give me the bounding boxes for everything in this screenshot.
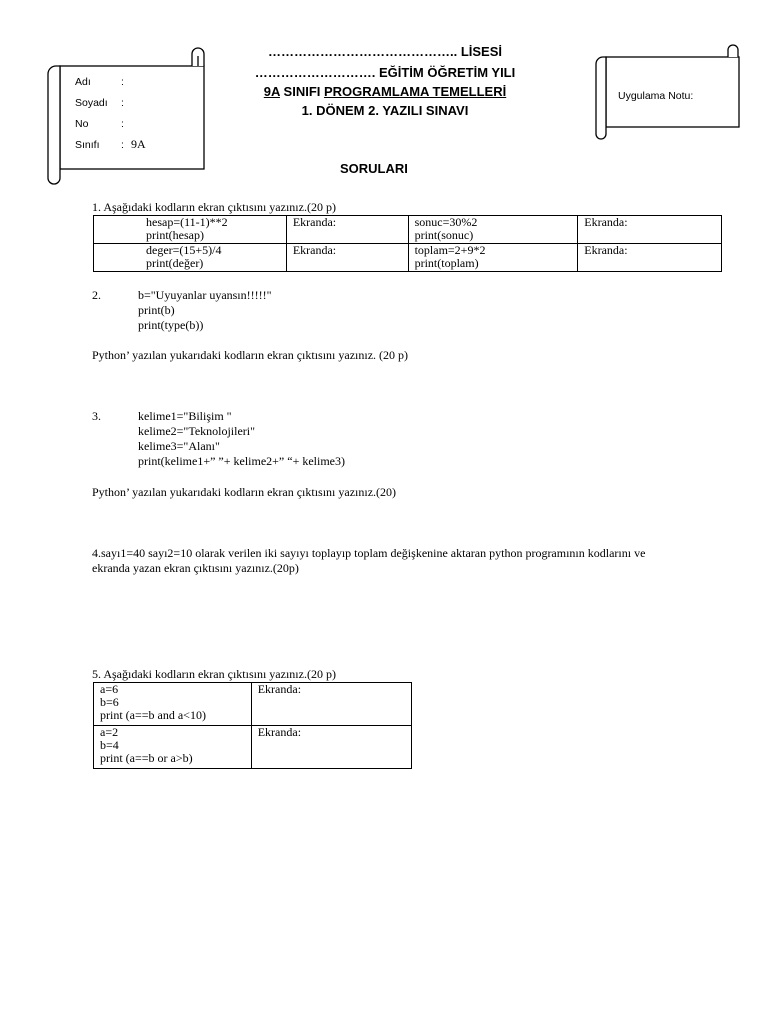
number-label: No bbox=[75, 118, 89, 130]
q1-r2-out1: Ekranda: bbox=[286, 244, 408, 272]
q1-r1-code1: hesap=(11-1)**2 print(hesap) bbox=[94, 216, 287, 244]
q1-r1-out1: Ekranda: bbox=[286, 216, 408, 244]
q5-r2-out: Ekranda: bbox=[251, 726, 411, 769]
class-colon: : bbox=[121, 139, 124, 151]
class-value: 9A bbox=[131, 137, 146, 151]
surname-colon: : bbox=[121, 97, 124, 109]
q5-r1-out: Ekranda: bbox=[251, 683, 411, 726]
name-label: Adı bbox=[75, 76, 91, 88]
q1-prompt: 1. Aşağıdaki kodların ekran çıktısını yazınız.(20 p) bbox=[92, 200, 336, 214]
q5-r1-code: a=6 b=6 print (a==b and a<10) bbox=[94, 683, 252, 726]
q1-r2-code2: toplam=2+9*2 print(toplam) bbox=[408, 244, 578, 272]
q1-r1-code2: sonuc=30%2 print(sonuc) bbox=[408, 216, 578, 244]
academic-year: ………………………. EĞİTİM ÖĞRETİM YILI bbox=[254, 65, 516, 80]
school-name: …………………………………….. LİSESİ bbox=[267, 44, 502, 59]
number-colon: : bbox=[121, 118, 124, 130]
q1-table bbox=[93, 215, 722, 272]
q3-code: kelime1="Bilişim " kelime2="Teknolojileri" kelime3="Alanı" print(kelime1+” ”+ kelime2+” “+ kelime3) bbox=[138, 409, 345, 468]
q1-r2-out2: Ekranda: bbox=[578, 244, 722, 272]
q2-prompt: Python’ yazılan yukarıdaki kodların ekran çıktısını yazınız. (20 p) bbox=[92, 348, 409, 362]
class-middle: SINIFI bbox=[279, 84, 324, 99]
table-row bbox=[94, 244, 722, 272]
table-row bbox=[94, 216, 722, 244]
q5-prompt: 5. Aşağıdaki kodların ekran çıktısını yazınız.(20 p) bbox=[92, 667, 336, 681]
table-row bbox=[94, 683, 412, 726]
q2-code: b="Uyuyanlar uyansın!!!!!" print(b) print(type(b)) bbox=[138, 288, 272, 332]
q5-r2-code: a=2 b=4 print (a==b or a>b) bbox=[94, 726, 252, 769]
questions-title: SORULARI bbox=[340, 161, 408, 176]
course-name: PROGRAMLAMA TEMELLERİ bbox=[323, 84, 507, 99]
q3-prompt: Python’ yazılan yukarıdaki kodların ekran çıktısını yazınız.(20) bbox=[92, 485, 397, 499]
table-row bbox=[94, 726, 412, 769]
class-course bbox=[230, 82, 540, 101]
q1-r2-code1: deger=(15+5)/4 print(değer) bbox=[94, 244, 287, 272]
student-info bbox=[75, 76, 175, 156]
q5-table bbox=[93, 682, 412, 769]
class-code: 9A bbox=[263, 84, 280, 99]
name-colon: : bbox=[121, 76, 124, 88]
grade-label: Uygulama Notu: bbox=[618, 90, 694, 102]
q2-number: 2. bbox=[92, 288, 101, 302]
class-label: Sınıfı bbox=[75, 139, 100, 151]
q3-number: 3. bbox=[92, 409, 101, 423]
q4-prompt: 4.sayı1=40 sayı2=10 olarak verilen iki sayıyı toplayıp toplam değişkenine aktaran python programının kodlarını ve ekranda yazan ekran çıktısını yazınız.(20p) bbox=[92, 546, 646, 575]
exam-title: 1. DÖNEM 2. YAZILI SINAVI bbox=[301, 103, 469, 118]
q1-r1-out2: Ekranda: bbox=[578, 216, 722, 244]
surname-label: Soyadı bbox=[75, 97, 108, 109]
